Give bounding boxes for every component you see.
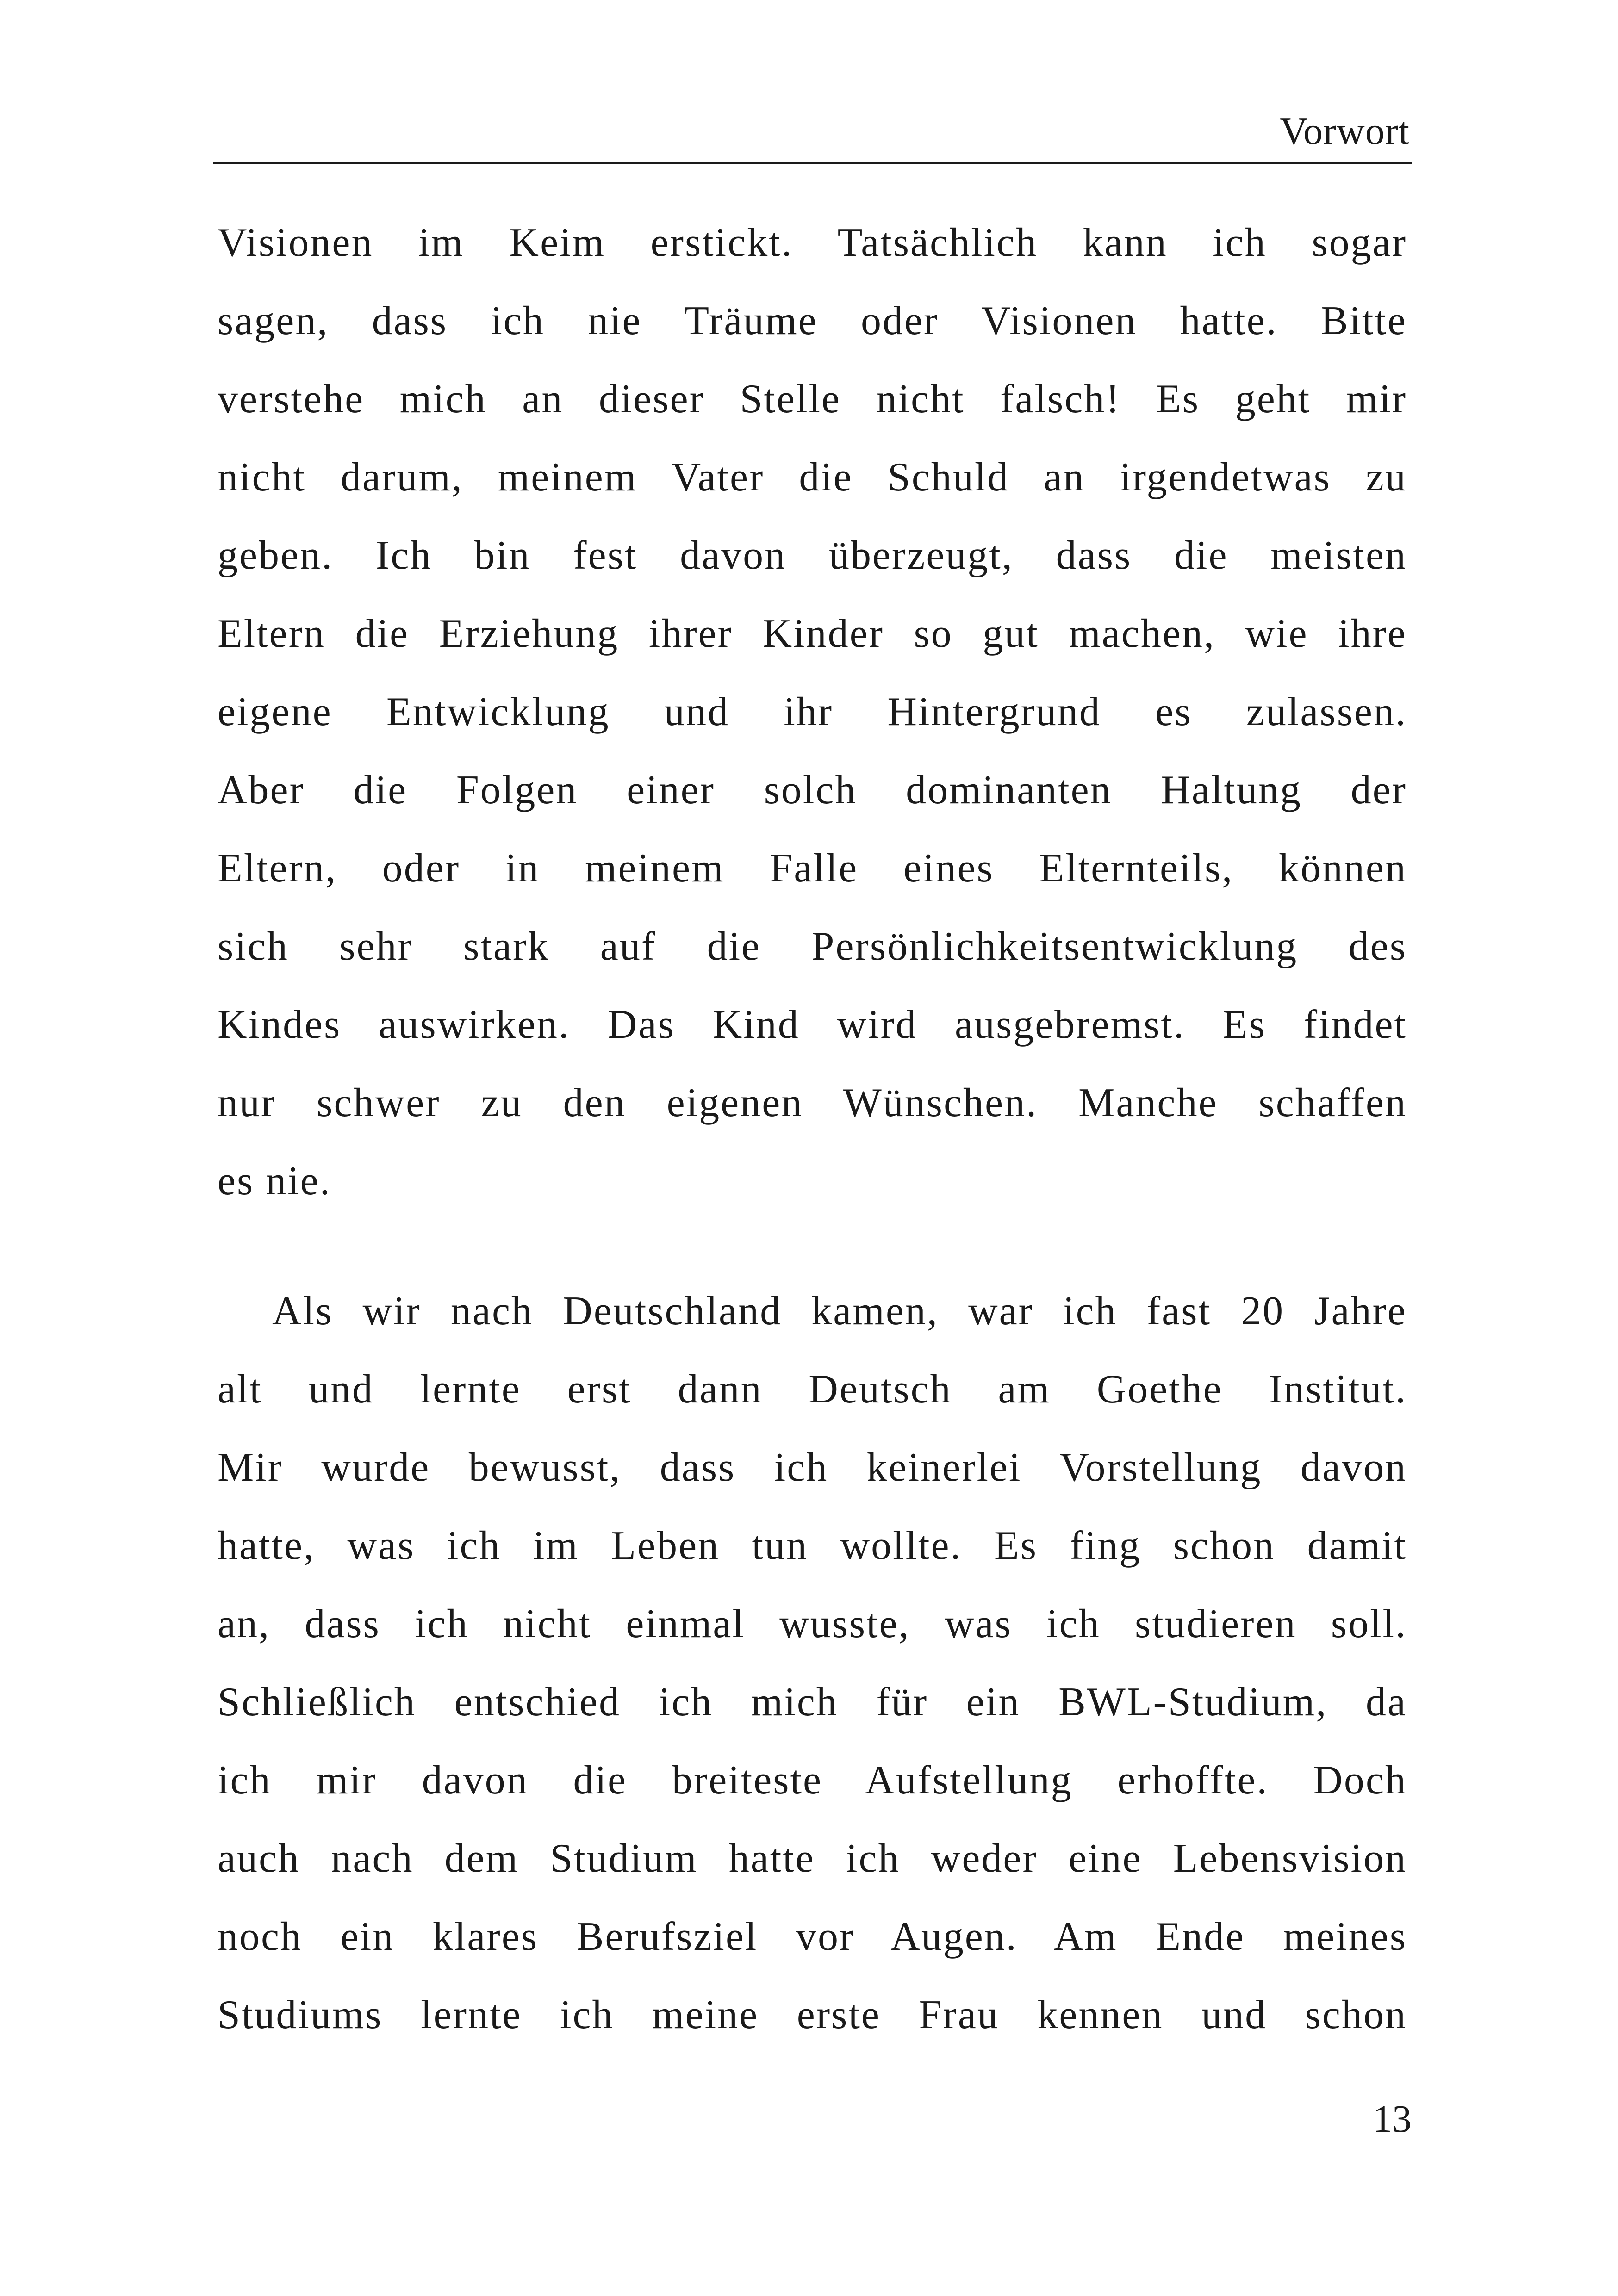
text-line: Kindes auswirken. Das Kind wird ausgebremst. Es findet (218, 1002, 1407, 1047)
text-line: alt und lernte erst dann Deutsch am Goethe Institut. (218, 1367, 1407, 1412)
body-text (218, 204, 1407, 2054)
text-line: Aber die Folgen einer solch dominanten Haltung der (218, 768, 1407, 813)
text-line: Visionen im Keim erstickt. Tatsächlich kann ich sogar (218, 220, 1407, 265)
paragraph-spacer (218, 1220, 1407, 1272)
text-line: an, dass ich nicht einmal wusste, was ich studieren soll. (218, 1601, 1407, 1646)
text-line: sagen, dass ich nie Träume oder Visionen hatte. Bitte (218, 298, 1407, 343)
running-header-title: Vorwort (1280, 110, 1410, 153)
text-line: Schließlich entschied ich mich für ein BWL-Studium, da (218, 1680, 1407, 1725)
text-line: eigene Entwicklung und ihr Hintergrund es zulassen. (218, 689, 1407, 734)
page-number: 13 (1373, 2097, 1412, 2141)
text-line: Eltern, oder in meinem Falle eines Elternteils, können (218, 846, 1407, 891)
running-header (213, 106, 1412, 164)
text-line: es nie. (218, 1159, 331, 1204)
text-line: Als wir nach Deutschland kamen, war ich fast 20 Jahre (272, 1289, 1407, 1334)
paragraph-2 (218, 1272, 1407, 2054)
text-line: Studiums lernte ich meine erste Frau kennen und schon (218, 1992, 1407, 2037)
text-line: nur schwer zu den eigenen Wünschen. Manche schaffen (218, 1080, 1407, 1125)
text-line: auch nach dem Studium hatte ich weder eine Lebensvision (218, 1836, 1407, 1881)
text-line: nicht darum, meinem Vater die Schuld an irgendetwas zu (218, 455, 1407, 500)
text-line: verstehe mich an dieser Stelle nicht falsch! Es geht mir (218, 377, 1407, 422)
text-line: noch ein klares Berufsziel vor Augen. Am Ende meines (218, 1914, 1407, 1959)
text-line: hatte, was ich im Leben tun wollte. Es fing schon damit (218, 1523, 1407, 1568)
paragraph-1 (218, 204, 1407, 1220)
text-line: geben. Ich bin fest davon überzeugt, dass die meisten (218, 533, 1407, 578)
text-line: Eltern die Erziehung ihrer Kinder so gut machen, wie ihre (218, 611, 1407, 656)
text-line: ich mir davon die breiteste Aufstellung erhoffte. Doch (218, 1758, 1407, 1803)
text-line: Mir wurde bewusst, dass ich keinerlei Vorstellung davon (218, 1445, 1407, 1490)
text-line: sich sehr stark auf die Persönlichkeitsentwicklung des (218, 924, 1407, 969)
